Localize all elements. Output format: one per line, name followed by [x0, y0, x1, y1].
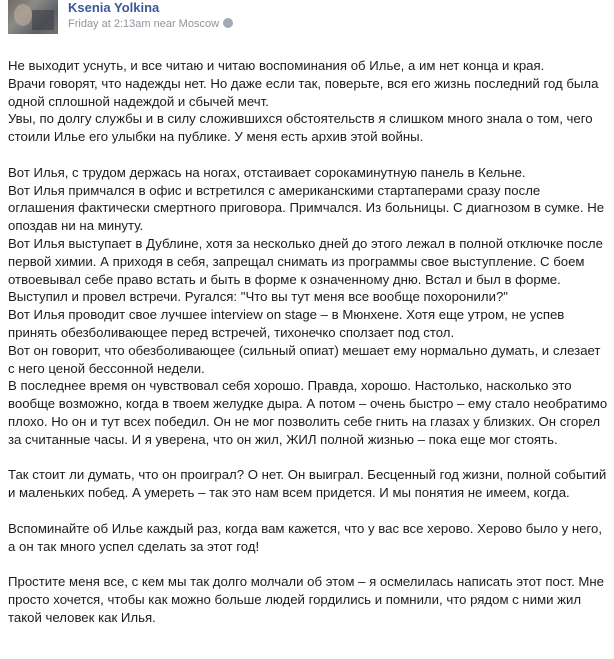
post-paragraph: Не выходит уснуть, и все читаю и читаю воспоминания об Илье, а им нет конца и края. Врачи говорят, что надежды нет. Но даже если так, поверьте, вся его жизнь последний год была одной сплошной надеждой и сбычей мечт. Увы, по долгу службы и в силу сложившихся обстоятельств я слишком много знала о том, чего стоили Илье его улыбки на публике. У меня есть архив этой войны.	[8, 58, 599, 145]
author-name-link[interactable]: Ksenia Yolkina	[68, 0, 160, 15]
post-paragraph: Так стоит ли думать, что он проиграл? О нет. Он выиграл. Бесценный год жизни, полной событий и маленьких побед. А умереть – так это нам всем придется. И мы понятия не имеем, когда.	[8, 467, 610, 501]
post-header	[0, 0, 614, 40]
avatar[interactable]	[8, 0, 58, 34]
avatar-photo-detail	[32, 10, 54, 30]
post-meta	[68, 18, 233, 30]
post-body	[8, 57, 608, 644]
privacy-icon	[223, 18, 233, 28]
avatar-photo-detail	[14, 4, 32, 26]
post-paragraph: Вот Илья, с трудом держась на ногах, отстаивает сорокаминутную панель в Кельне. Вот Илья примчался в офис и встретился с американскими стартаперами сразу после оглашения фактически смертного приговора. Примчался. Из больницы. С диагнозом в сумке. Не опоздав ни на минуту. Вот Илья выступает в Дублине, хотя за несколько дней до этого лежал в полной отключке после первой химии. А приходя в себя, запрещал снимать из программы свое выступление. С боем отвоевывал себе право встать и быть в форме к означенному дню. Встал и был в форме. Выступил и провел встречи. Ругался: "Что вы тут меня все вообще похоронили?" Вот Илья проводит свое лучшее interview on stage – в Мюнхене. Хотя еще утром, не успев принять обезболивающее перед встречей, тихонечко сползает под стол. Вот он говорит, что обезболивающее (сильный опиат) мешает ему нормально думать, и слезает с него ценой бессонной недели. В последнее время он чувствовал себя хорошо. Правда, хорошо. Настолько, насколько это вообще возможно, когда в твоем желудке дыра. А потом – очень быстро – ему стало необратимо плохо. Но он и тут всех победил. Он не мог позволить себе гнить на глазах у близких. Он сгорел за считанные часы. И я уверена, что он жил, ЖИЛ полной жизнью – пока еще мог стоять.	[8, 164, 608, 447]
post-paragraph: Вспоминайте об Илье каждый раз, когда вам кажется, что у вас все херово. Херово было у него, а он так много успел сделать за этот год!	[8, 520, 606, 554]
post-paragraph: Простите меня все, с кем мы так долго молчали об этом – я осмелилась написать этот пост. Мне просто хочется, чтобы как можно больше людей гордились и помнили, что рядом с ними жил такой человек как Илья.	[8, 574, 608, 625]
post-timestamp[interactable]: Friday at 2:13am near Moscow	[68, 18, 220, 30]
